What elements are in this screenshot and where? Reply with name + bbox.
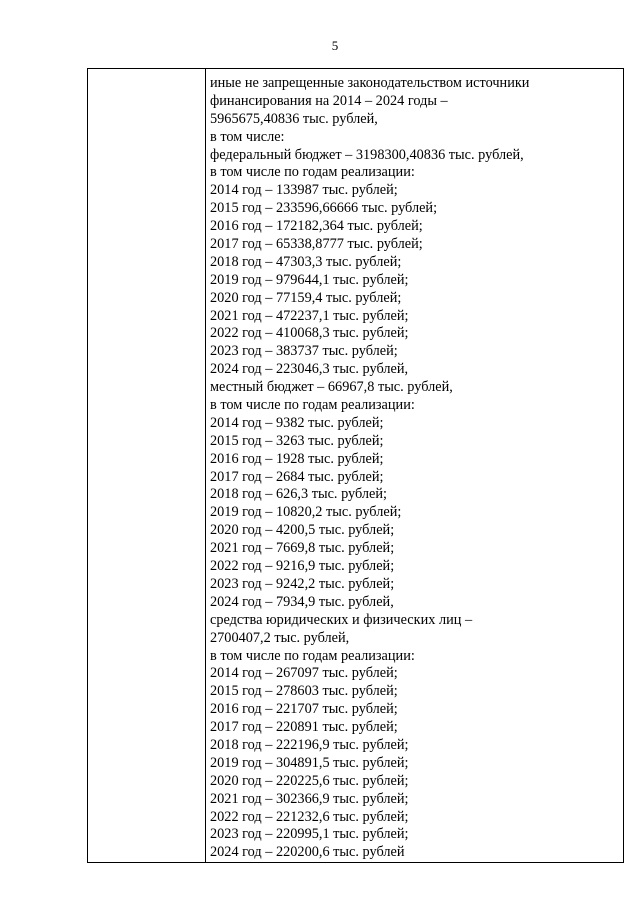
text-line: 2019 год – 10820,2 тыс. рублей; [210, 504, 402, 521]
text-line: 2022 год – 9216,9 тыс. рублей; [210, 558, 395, 575]
table-row [88, 69, 624, 863]
text-line: 2019 год – 979644,1 тыс. рублей; [210, 271, 409, 288]
text-line: 2014 год – 133987 тыс. рублей; [210, 182, 398, 199]
text-line: 2024 год – 220200,6 тыс. рублей [210, 844, 405, 861]
text-line: 2021 год – 7669,8 тыс. рублей; [210, 540, 395, 557]
text-line: 2017 год – 65338,8777 тыс. рублей; [210, 236, 423, 253]
text-line: 2021 год – 472237,1 тыс. рублей; [210, 307, 409, 324]
text-line: 2017 год – 220891 тыс. рублей; [210, 719, 398, 736]
text-line: федеральный бюджет – 3198300,40836 тыс. рублей, [210, 146, 524, 163]
text-line: 2020 год – 220225,6 тыс. рублей; [210, 772, 409, 789]
text-line: 2017 год – 2684 тыс. рублей; [210, 468, 384, 485]
financing-table [87, 68, 624, 863]
text-line: 2021 год – 302366,9 тыс. рублей; [210, 790, 409, 807]
page-number: 5 [331, 38, 339, 53]
text-line: в том числе по годам реализации: [210, 164, 415, 181]
text-line: 5965675,40836 тыс. рублей, [210, 110, 378, 127]
text-line: в том числе по годам реализации: [210, 397, 415, 414]
text-line: средства юридических и физических лиц – [210, 611, 473, 628]
text-line: 2014 год – 9382 тыс. рублей; [210, 414, 384, 431]
text-line: 2016 год – 221707 тыс. рублей; [210, 701, 398, 718]
text-line: 2022 год – 410068,3 тыс. рублей; [210, 325, 409, 342]
text-line: 2019 год – 304891,5 тыс. рублей; [210, 754, 409, 771]
text-line: 2700407,2 тыс. рублей, [210, 629, 350, 646]
text-line: 2018 год – 47303,3 тыс. рублей; [210, 253, 402, 270]
text-line: 2023 год – 9242,2 тыс. рублей; [210, 575, 395, 592]
text-line: 2016 год – 1928 тыс. рублей; [210, 450, 384, 467]
text-line: 2023 год – 383737 тыс. рублей; [210, 343, 398, 360]
text-line: 2023 год – 220995,1 тыс. рублей; [210, 826, 409, 843]
text-line: 2014 год – 267097 тыс. рублей; [210, 665, 398, 682]
text-line: иные не запрещенные законодательством источники [210, 75, 530, 91]
table-cell-right [206, 69, 624, 863]
text-line: финансирования на 2014 – 2024 годы – [210, 92, 448, 109]
text-line: 2015 год – 233596,66666 тыс. рублей; [210, 200, 438, 217]
text-line: 2020 год – 77159,4 тыс. рублей; [210, 289, 402, 306]
text-line: 2018 год – 222196,9 тыс. рублей; [210, 736, 409, 753]
text-line: местный бюджет – 66967,8 тыс. рублей, [210, 379, 453, 396]
text-line: 2015 год – 3263 тыс. рублей; [210, 432, 384, 449]
text-line: 2018 год – 626,3 тыс. рублей; [210, 486, 388, 503]
text-line: 2015 год – 278603 тыс. рублей; [210, 683, 398, 700]
text-line: 2024 год – 223046,3 тыс. рублей, [210, 361, 409, 378]
table-cell-left [88, 69, 206, 863]
text-line: 2020 год – 4200,5 тыс. рублей; [210, 522, 395, 539]
text-line: 2016 год – 172182,364 тыс. рублей; [210, 218, 423, 235]
financing-text [210, 75, 619, 862]
text-line: 2024 год – 7934,9 тыс. рублей, [210, 593, 394, 610]
text-line: 2022 год – 221232,6 тыс. рублей; [210, 808, 409, 825]
text-line: в том числе по годам реализации: [210, 647, 415, 664]
text-line: в том числе: [210, 128, 285, 145]
